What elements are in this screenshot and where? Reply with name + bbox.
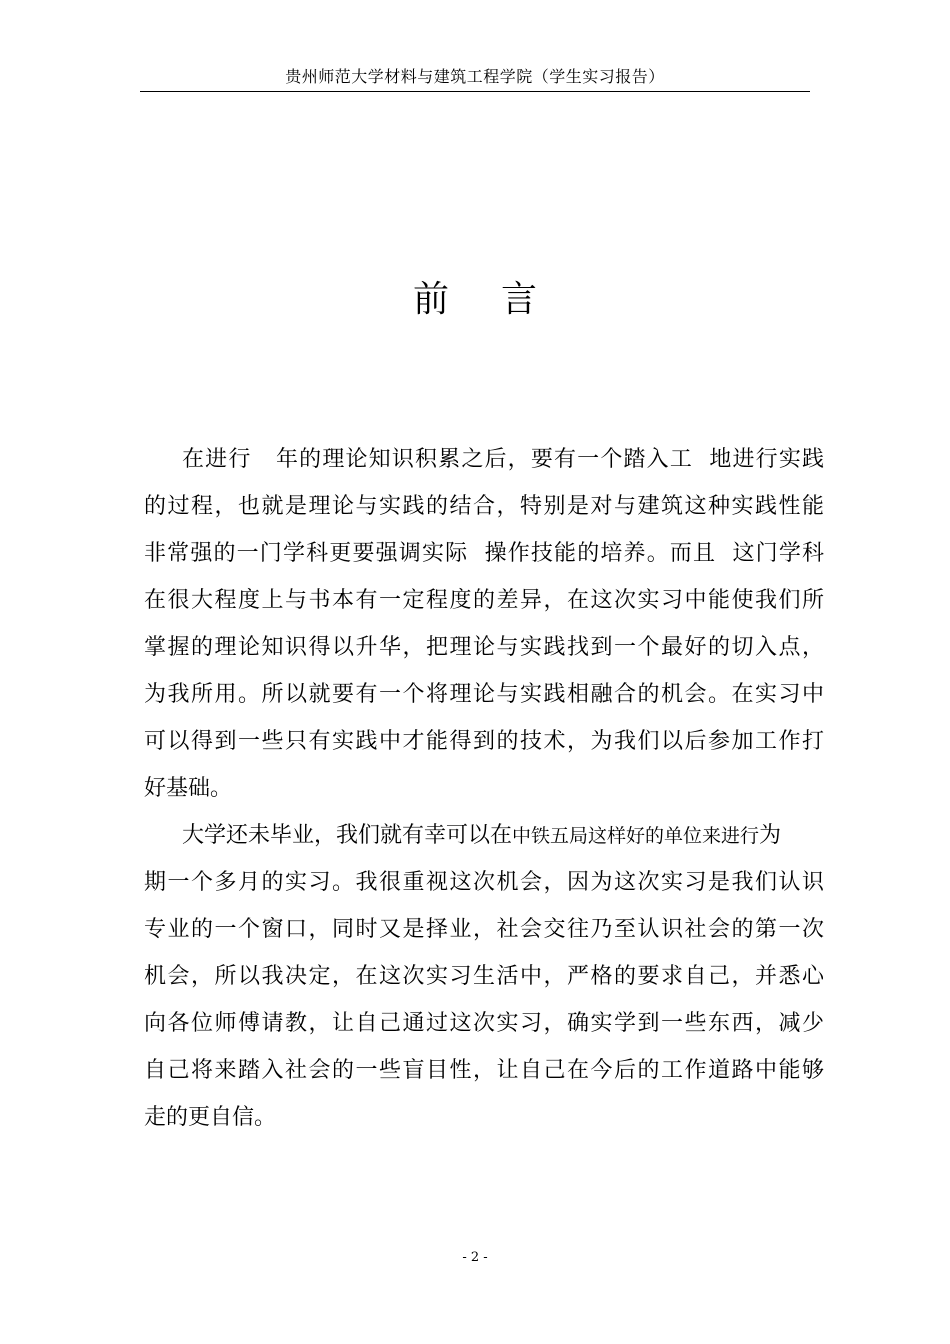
paragraph-first-line bbox=[144, 812, 824, 859]
header-rule bbox=[140, 91, 810, 92]
page-header: 贵州师范大学材料与建筑工程学院（学生实习报告） bbox=[285, 67, 665, 86]
paragraph-line: 非常强的一门学科更要强调实际 操作技能的培养。而且 这门学科 bbox=[144, 541, 824, 566]
paragraph-line-segment: 为 bbox=[759, 823, 782, 848]
paragraph-line: 好基础。 bbox=[144, 776, 233, 801]
paragraph-line: 走的更自信。 bbox=[144, 1105, 277, 1130]
paragraph-2 bbox=[144, 812, 824, 1141]
paragraph-line-segment: 大学还未毕业，我们就有幸可以在 bbox=[182, 823, 513, 848]
paragraph-line: 向各位师傅请教，让自己通过这次实习，确实学到一些东西，减少 bbox=[144, 1011, 824, 1036]
paragraph-line: 自己将来踏入社会的一些盲目性，让自己在今后的工作道路中能够 bbox=[144, 1058, 824, 1083]
page-title bbox=[0, 276, 950, 324]
paragraph-line: 的过程，也就是理论与实践的结合，特别是对与建筑这种实践性能 bbox=[144, 494, 824, 519]
paragraph-line: 机会，所以我决定，在这次实习生活中，严格的要求自己，并悉心 bbox=[144, 964, 824, 989]
paragraph-line: 掌握的理论知识得以升华，把理论与实践找到一个最好的切入点， bbox=[144, 635, 824, 660]
page-number: - 2 - bbox=[462, 1250, 488, 1265]
paragraph-line: 为我所用。所以就要有一个将理论与实践相融合的机会。在实习中 bbox=[144, 682, 824, 707]
paragraph-line: 在进行 年的理论知识积累之后，要有一个踏入工 地进行实践 bbox=[182, 447, 824, 472]
paragraph-line: 专业的一个窗口，同时又是择业，社会交往乃至认识社会的第一次 bbox=[144, 917, 824, 942]
page-title-char-2: 言 bbox=[501, 279, 538, 320]
paragraph-line: 可以得到一些只有实践中才能得到的技术，为我们以后参加工作打 bbox=[144, 729, 824, 754]
page-title-char-1: 前 bbox=[412, 279, 449, 320]
paragraph-line: 期一个多月的实习。我很重视这次机会，因为这次实习是我们认识 bbox=[144, 870, 824, 895]
body-text bbox=[144, 436, 824, 1141]
paragraph-line-segment-small: 中铁五局这样好的单位来进行 bbox=[512, 825, 760, 847]
paragraph-line: 在很大程度上与书本有一定程度的差异，在这次实习中能使我们所 bbox=[144, 588, 824, 613]
paragraph-1 bbox=[144, 436, 824, 812]
